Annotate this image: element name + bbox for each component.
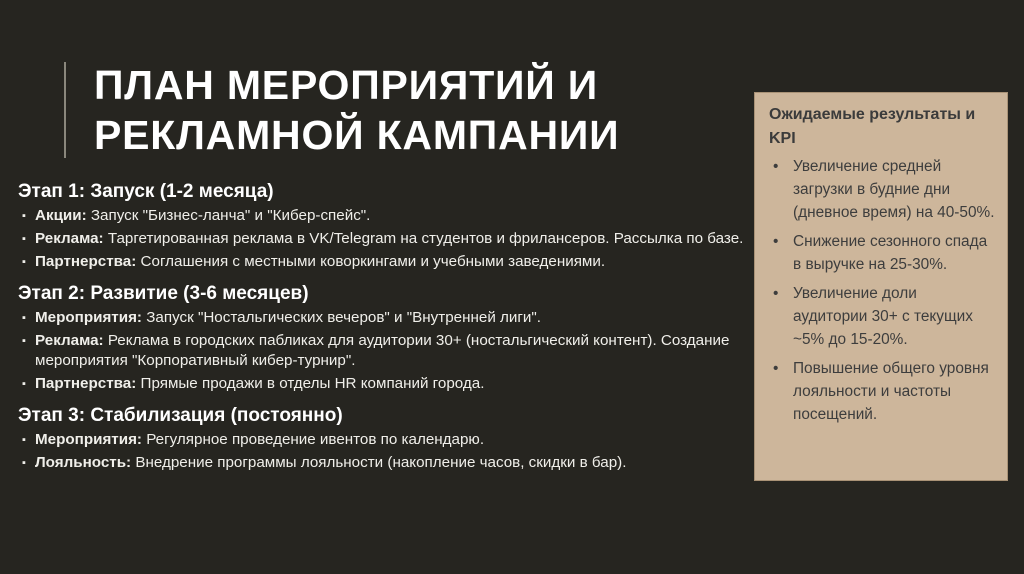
round-bullet-icon: • xyxy=(773,158,779,175)
item-key: Акции: xyxy=(35,207,87,224)
item-key: Реклама: xyxy=(35,230,104,247)
kpi-item xyxy=(767,357,995,426)
round-bullet-icon: • xyxy=(773,285,779,302)
kpi-item-text: Увеличение средней загрузки в будние дни (дневное время) на 40-50%. xyxy=(793,158,995,221)
stage-1 xyxy=(18,180,748,272)
item-text: Запуск "Бизнес-ланча" и "Кибер-спейс". xyxy=(86,207,371,224)
item-text: Соглашения с местными коворкингами и учебными заведениями. xyxy=(136,253,606,270)
page-title-line-1: ПЛАН МЕРОПРИЯТИЙ И xyxy=(94,62,599,108)
stage-1-item-partnerships xyxy=(18,252,748,272)
stages-list xyxy=(18,180,748,483)
item-text: Запуск "Ностальгических вечеров" и "Внутренней лиги". xyxy=(142,309,541,326)
item-key: Лояльность: xyxy=(35,454,132,471)
square-bullet-icon: ▪ xyxy=(22,312,26,324)
stage-2-items xyxy=(18,308,748,394)
stage-3-title: Этап 3: Стабилизация (постоянно) xyxy=(18,405,343,426)
page-title-line-2: РЕКЛАМНОЙ КАМПАНИИ xyxy=(94,112,620,158)
item-text: Реклама в городских пабликах для аудитории 30+ (ностальгический контент). Создание мероприятия "Корпоративный кибер-турнир". xyxy=(35,332,730,369)
round-bullet-icon: • xyxy=(773,233,779,250)
kpi-item-text: Снижение сезонного спада в выручке на 25-30%. xyxy=(793,233,988,273)
stage-1-items xyxy=(18,206,748,272)
square-bullet-icon: ▪ xyxy=(22,434,26,446)
kpi-item xyxy=(767,230,995,276)
stage-1-item-promotions xyxy=(18,206,748,226)
stage-2-item-events xyxy=(18,308,748,328)
square-bullet-icon: ▪ xyxy=(22,256,26,268)
square-bullet-icon: ▪ xyxy=(22,210,26,222)
round-bullet-icon: • xyxy=(773,360,779,377)
stage-1-item-advertising xyxy=(18,229,748,249)
kpi-item xyxy=(767,282,995,351)
stage-2-title: Этап 2: Развитие (3-6 месяцев) xyxy=(18,283,309,304)
stage-2-item-partnerships xyxy=(18,374,748,394)
kpi-item xyxy=(767,155,995,224)
item-text: Прямые продажи в отделы HR компаний города. xyxy=(136,375,485,392)
item-key: Партнерства: xyxy=(35,253,137,270)
title-accent-bar xyxy=(64,62,66,158)
kpi-title: Ожидаемые результаты и KPI xyxy=(769,106,976,147)
stage-3-item-events xyxy=(18,430,748,450)
stage-3-item-loyalty xyxy=(18,453,748,473)
kpi-item-text: Повышение общего уровня лояльности и частоты посещений. xyxy=(793,360,989,423)
kpi-item-text: Увеличение доли аудитории 30+ с текущих ~5% до 15-20%. xyxy=(793,285,973,348)
stage-2-item-advertising xyxy=(18,331,748,371)
stage-2 xyxy=(18,282,748,394)
stage-3-items xyxy=(18,430,748,473)
kpi-panel xyxy=(754,92,1008,481)
stage-1-title: Этап 1: Запуск (1-2 месяца) xyxy=(18,181,274,202)
item-key: Мероприятия: xyxy=(35,431,142,448)
square-bullet-icon: ▪ xyxy=(22,457,26,469)
square-bullet-icon: ▪ xyxy=(22,335,26,347)
item-text: Внедрение программы лояльности (накопление часов, скидки в бар). xyxy=(131,454,627,471)
square-bullet-icon: ▪ xyxy=(22,378,26,390)
item-key: Реклама: xyxy=(35,332,104,349)
item-text: Регулярное проведение ивентов по календарю. xyxy=(142,431,485,448)
item-key: Партнерства: xyxy=(35,375,137,392)
kpi-list xyxy=(767,155,995,426)
item-text: Таргетированная реклама в VK/Telegram на студентов и фрилансеров. Рассылка по базе. xyxy=(103,230,744,247)
square-bullet-icon: ▪ xyxy=(22,233,26,245)
stage-3 xyxy=(18,404,748,473)
item-key: Мероприятия: xyxy=(35,309,142,326)
page-title xyxy=(94,60,734,160)
